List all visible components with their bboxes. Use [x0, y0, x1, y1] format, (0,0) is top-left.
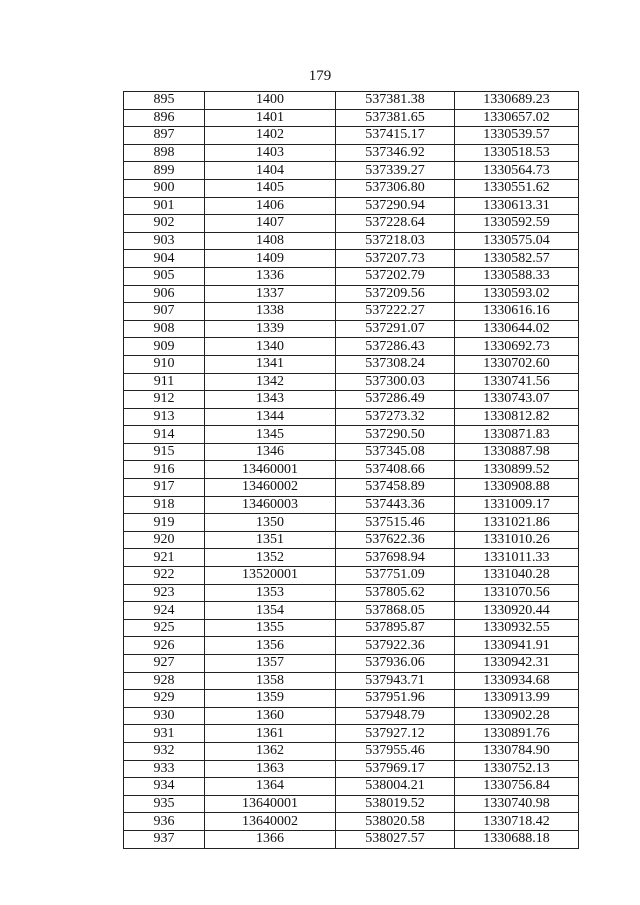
row-number-cell: 908: [124, 320, 205, 338]
table-row: [124, 426, 579, 444]
table-row: [124, 655, 579, 673]
point-id-cell: 1343: [205, 391, 336, 409]
point-id-cell: 1338: [205, 303, 336, 321]
x-coordinate-cell: 537955.46: [336, 742, 455, 760]
x-coordinate-cell: 537515.46: [336, 514, 455, 532]
x-coordinate-cell: 537273.32: [336, 408, 455, 426]
point-id-cell: 1355: [205, 619, 336, 637]
y-coordinate-cell: 1331040.28: [455, 567, 579, 585]
table-row: [124, 584, 579, 602]
x-coordinate-cell: 537805.62: [336, 584, 455, 602]
y-coordinate-cell: 1330887.98: [455, 443, 579, 461]
y-coordinate-cell: 1331011.33: [455, 549, 579, 567]
x-coordinate-cell: 537339.27: [336, 162, 455, 180]
table-row: [124, 109, 579, 127]
point-id-cell: 1360: [205, 707, 336, 725]
row-number-cell: 914: [124, 426, 205, 444]
x-coordinate-cell: 537291.07: [336, 320, 455, 338]
x-coordinate-cell: 537209.56: [336, 285, 455, 303]
table-row: [124, 391, 579, 409]
point-id-cell: 13460002: [205, 479, 336, 497]
row-number-cell: 929: [124, 690, 205, 708]
row-number-cell: 896: [124, 109, 205, 127]
point-id-cell: 13460003: [205, 496, 336, 514]
y-coordinate-cell: 1330934.68: [455, 672, 579, 690]
row-number-cell: 936: [124, 813, 205, 831]
y-coordinate-cell: 1330741.56: [455, 373, 579, 391]
x-coordinate-cell: 537290.50: [336, 426, 455, 444]
table-row: [124, 496, 579, 514]
y-coordinate-cell: 1330752.13: [455, 760, 579, 778]
x-coordinate-cell: 537927.12: [336, 725, 455, 743]
row-number-cell: 897: [124, 127, 205, 145]
point-id-cell: 1344: [205, 408, 336, 426]
x-coordinate-cell: 537751.09: [336, 567, 455, 585]
x-coordinate-cell: 538004.21: [336, 778, 455, 796]
point-id-cell: 1342: [205, 373, 336, 391]
y-coordinate-cell: 1330551.62: [455, 179, 579, 197]
point-id-cell: 1340: [205, 338, 336, 356]
y-coordinate-cell: 1330564.73: [455, 162, 579, 180]
y-coordinate-cell: 1330891.76: [455, 725, 579, 743]
y-coordinate-cell: 1331009.17: [455, 496, 579, 514]
table-row: [124, 267, 579, 285]
x-coordinate-cell: 537346.92: [336, 144, 455, 162]
x-coordinate-cell: 537951.96: [336, 690, 455, 708]
x-coordinate-cell: 537698.94: [336, 549, 455, 567]
y-coordinate-cell: 1330616.16: [455, 303, 579, 321]
table-row: [124, 373, 579, 391]
point-id-cell: 1352: [205, 549, 336, 567]
y-coordinate-cell: 1330902.28: [455, 707, 579, 725]
table-row: [124, 672, 579, 690]
y-coordinate-cell: 1330539.57: [455, 127, 579, 145]
point-id-cell: 1364: [205, 778, 336, 796]
y-coordinate-cell: 1330613.31: [455, 197, 579, 215]
row-number-cell: 911: [124, 373, 205, 391]
row-number-cell: 899: [124, 162, 205, 180]
y-coordinate-cell: 1331021.86: [455, 514, 579, 532]
row-number-cell: 909: [124, 338, 205, 356]
point-id-cell: 1341: [205, 355, 336, 373]
table-row: [124, 355, 579, 373]
table-row: [124, 144, 579, 162]
y-coordinate-cell: 1330932.55: [455, 619, 579, 637]
point-id-cell: 1403: [205, 144, 336, 162]
point-id-cell: 1358: [205, 672, 336, 690]
x-coordinate-cell: 537202.79: [336, 267, 455, 285]
table-row: [124, 215, 579, 233]
row-number-cell: 917: [124, 479, 205, 497]
y-coordinate-cell: 1330644.02: [455, 320, 579, 338]
row-number-cell: 916: [124, 461, 205, 479]
y-coordinate-cell: 1330784.90: [455, 742, 579, 760]
point-id-cell: 1356: [205, 637, 336, 655]
table-row: [124, 250, 579, 268]
point-id-cell: 13640002: [205, 813, 336, 831]
y-coordinate-cell: 1330593.02: [455, 285, 579, 303]
point-id-cell: 1404: [205, 162, 336, 180]
x-coordinate-cell: 537868.05: [336, 602, 455, 620]
x-coordinate-cell: 537458.89: [336, 479, 455, 497]
table-row: [124, 162, 579, 180]
row-number-cell: 937: [124, 830, 205, 848]
point-id-cell: 1351: [205, 531, 336, 549]
table-row: [124, 690, 579, 708]
x-coordinate-cell: 537345.08: [336, 443, 455, 461]
y-coordinate-cell: 1330899.52: [455, 461, 579, 479]
y-coordinate-cell: 1330942.31: [455, 655, 579, 673]
table-row: [124, 197, 579, 215]
row-number-cell: 932: [124, 742, 205, 760]
table-row: [124, 479, 579, 497]
point-id-cell: 13640001: [205, 795, 336, 813]
table-row: [124, 408, 579, 426]
table-row: [124, 179, 579, 197]
point-id-cell: 1345: [205, 426, 336, 444]
y-coordinate-cell: 1330812.82: [455, 408, 579, 426]
point-id-cell: 1405: [205, 179, 336, 197]
point-id-cell: 1400: [205, 92, 336, 110]
row-number-cell: 927: [124, 655, 205, 673]
y-coordinate-cell: 1330718.42: [455, 813, 579, 831]
table-row: [124, 461, 579, 479]
point-id-cell: 1406: [205, 197, 336, 215]
row-number-cell: 906: [124, 285, 205, 303]
y-coordinate-cell: 1331010.26: [455, 531, 579, 549]
table-row: [124, 795, 579, 813]
row-number-cell: 901: [124, 197, 205, 215]
row-number-cell: 900: [124, 179, 205, 197]
x-coordinate-cell: 537408.66: [336, 461, 455, 479]
x-coordinate-cell: 538020.58: [336, 813, 455, 831]
row-number-cell: 912: [124, 391, 205, 409]
point-id-cell: 1363: [205, 760, 336, 778]
table-row: [124, 760, 579, 778]
x-coordinate-cell: 537228.64: [336, 215, 455, 233]
x-coordinate-cell: 537290.94: [336, 197, 455, 215]
table-row: [124, 549, 579, 567]
y-coordinate-cell: 1330740.98: [455, 795, 579, 813]
table-row: [124, 707, 579, 725]
point-id-cell: 1337: [205, 285, 336, 303]
row-number-cell: 926: [124, 637, 205, 655]
coordinates-table: [123, 91, 579, 849]
row-number-cell: 905: [124, 267, 205, 285]
x-coordinate-cell: 537300.03: [336, 373, 455, 391]
row-number-cell: 935: [124, 795, 205, 813]
row-number-cell: 920: [124, 531, 205, 549]
y-coordinate-cell: 1330688.18: [455, 830, 579, 848]
row-number-cell: 931: [124, 725, 205, 743]
y-coordinate-cell: 1330702.60: [455, 355, 579, 373]
row-number-cell: 930: [124, 707, 205, 725]
point-id-cell: 1401: [205, 109, 336, 127]
table-row: [124, 742, 579, 760]
x-coordinate-cell: 537222.27: [336, 303, 455, 321]
x-coordinate-cell: 537308.24: [336, 355, 455, 373]
table-row: [124, 303, 579, 321]
point-id-cell: 1353: [205, 584, 336, 602]
y-coordinate-cell: 1330582.57: [455, 250, 579, 268]
row-number-cell: 913: [124, 408, 205, 426]
x-coordinate-cell: 537622.36: [336, 531, 455, 549]
row-number-cell: 903: [124, 232, 205, 250]
row-number-cell: 919: [124, 514, 205, 532]
y-coordinate-cell: 1330871.83: [455, 426, 579, 444]
y-coordinate-cell: 1330920.44: [455, 602, 579, 620]
x-coordinate-cell: 538019.52: [336, 795, 455, 813]
table-row: [124, 320, 579, 338]
x-coordinate-cell: 537218.03: [336, 232, 455, 250]
y-coordinate-cell: 1331070.56: [455, 584, 579, 602]
row-number-cell: 934: [124, 778, 205, 796]
y-coordinate-cell: 1330908.88: [455, 479, 579, 497]
y-coordinate-cell: 1330518.53: [455, 144, 579, 162]
row-number-cell: 928: [124, 672, 205, 690]
point-id-cell: 13460001: [205, 461, 336, 479]
y-coordinate-cell: 1330657.02: [455, 109, 579, 127]
row-number-cell: 922: [124, 567, 205, 585]
row-number-cell: 921: [124, 549, 205, 567]
table-row: [124, 127, 579, 145]
table-row: [124, 285, 579, 303]
x-coordinate-cell: 537969.17: [336, 760, 455, 778]
x-coordinate-cell: 537286.43: [336, 338, 455, 356]
table-row: [124, 637, 579, 655]
point-id-cell: 1409: [205, 250, 336, 268]
table-row: [124, 813, 579, 831]
point-id-cell: 1402: [205, 127, 336, 145]
table-row: [124, 619, 579, 637]
row-number-cell: 918: [124, 496, 205, 514]
y-coordinate-cell: 1330588.33: [455, 267, 579, 285]
x-coordinate-cell: 537943.71: [336, 672, 455, 690]
y-coordinate-cell: 1330689.23: [455, 92, 579, 110]
table-row: [124, 232, 579, 250]
row-number-cell: 904: [124, 250, 205, 268]
row-number-cell: 915: [124, 443, 205, 461]
x-coordinate-cell: 538027.57: [336, 830, 455, 848]
row-number-cell: 898: [124, 144, 205, 162]
point-id-cell: 1408: [205, 232, 336, 250]
x-coordinate-cell: 537922.36: [336, 637, 455, 655]
point-id-cell: 1357: [205, 655, 336, 673]
row-number-cell: 902: [124, 215, 205, 233]
row-number-cell: 933: [124, 760, 205, 778]
point-id-cell: 1366: [205, 830, 336, 848]
point-id-cell: 13520001: [205, 567, 336, 585]
x-coordinate-cell: 537306.80: [336, 179, 455, 197]
row-number-cell: 895: [124, 92, 205, 110]
point-id-cell: 1350: [205, 514, 336, 532]
table-row: [124, 338, 579, 356]
point-id-cell: 1354: [205, 602, 336, 620]
table-row: [124, 725, 579, 743]
y-coordinate-cell: 1330592.59: [455, 215, 579, 233]
point-id-cell: 1336: [205, 267, 336, 285]
table-row: [124, 531, 579, 549]
x-coordinate-cell: 537443.36: [336, 496, 455, 514]
point-id-cell: 1359: [205, 690, 336, 708]
row-number-cell: 907: [124, 303, 205, 321]
table-row: [124, 830, 579, 848]
point-id-cell: 1362: [205, 742, 336, 760]
x-coordinate-cell: 537381.38: [336, 92, 455, 110]
y-coordinate-cell: 1330575.04: [455, 232, 579, 250]
point-id-cell: 1361: [205, 725, 336, 743]
x-coordinate-cell: 537936.06: [336, 655, 455, 673]
coordinates-table-body: [124, 92, 579, 849]
table-row: [124, 602, 579, 620]
y-coordinate-cell: 1330756.84: [455, 778, 579, 796]
row-number-cell: 923: [124, 584, 205, 602]
y-coordinate-cell: 1330692.73: [455, 338, 579, 356]
x-coordinate-cell: 537415.17: [336, 127, 455, 145]
point-id-cell: 1346: [205, 443, 336, 461]
x-coordinate-cell: 537381.65: [336, 109, 455, 127]
x-coordinate-cell: 537286.49: [336, 391, 455, 409]
x-coordinate-cell: 537895.87: [336, 619, 455, 637]
y-coordinate-cell: 1330743.07: [455, 391, 579, 409]
point-id-cell: 1339: [205, 320, 336, 338]
table-row: [124, 778, 579, 796]
table-row: [124, 567, 579, 585]
row-number-cell: 924: [124, 602, 205, 620]
y-coordinate-cell: 1330941.91: [455, 637, 579, 655]
page-number: 179: [308, 68, 332, 84]
row-number-cell: 910: [124, 355, 205, 373]
point-id-cell: 1407: [205, 215, 336, 233]
x-coordinate-cell: 537948.79: [336, 707, 455, 725]
table-row: [124, 514, 579, 532]
y-coordinate-cell: 1330913.99: [455, 690, 579, 708]
row-number-cell: 925: [124, 619, 205, 637]
x-coordinate-cell: 537207.73: [336, 250, 455, 268]
table-row: [124, 92, 579, 110]
table-row: [124, 443, 579, 461]
